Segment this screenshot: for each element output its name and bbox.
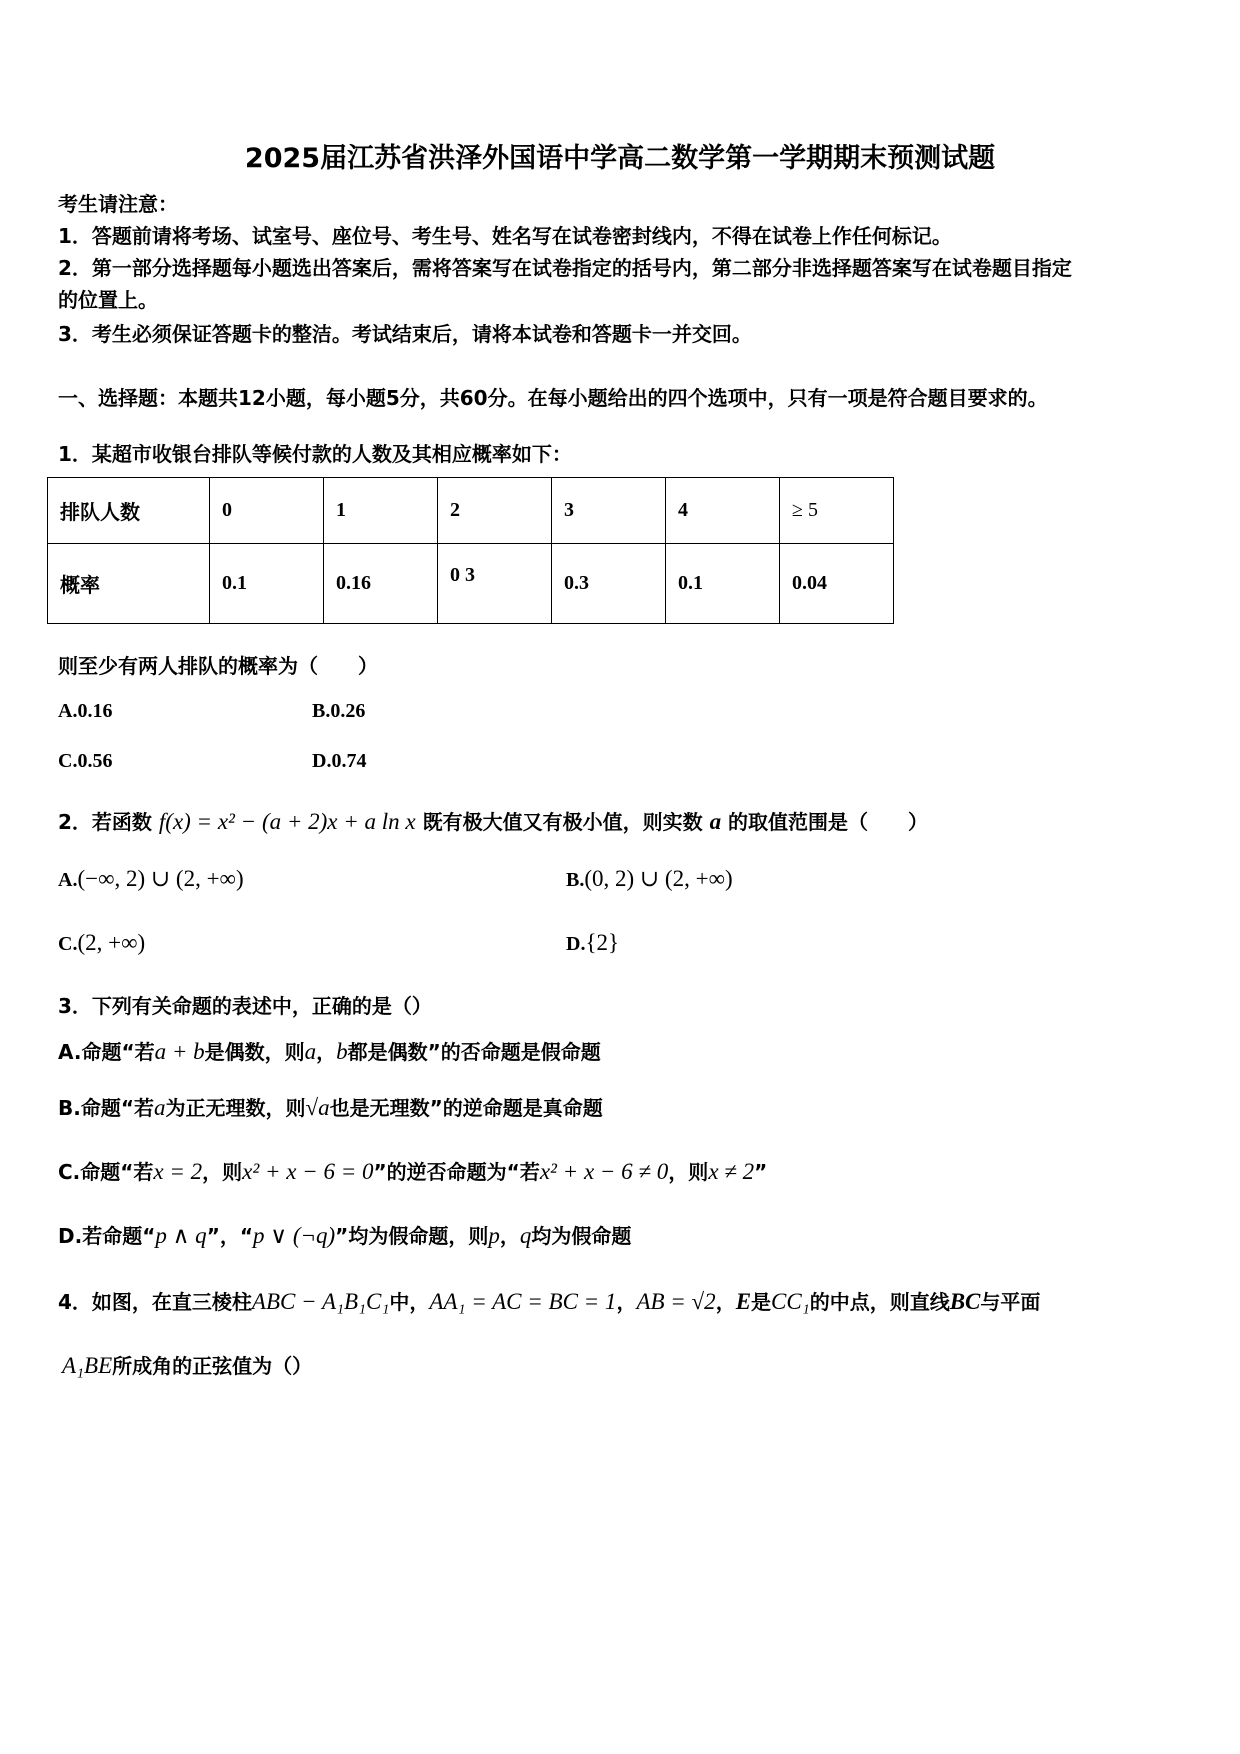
option-c: C.0.56 — [58, 750, 113, 772]
option-a — [58, 1036, 601, 1065]
math-expr: BC — [949, 1289, 981, 1314]
math-expr: x² + x − 6 ≠ 0 — [539, 1159, 669, 1184]
q2-formula: f(x) = x² − (a + 2)x + a ln x — [158, 809, 416, 834]
math-expr: p — [488, 1223, 500, 1248]
table-cell: 0.16 — [324, 544, 438, 624]
table-cell: 0 3 — [438, 544, 552, 624]
q2-mid: 既有极大值又有极小值，则实数 — [422, 810, 703, 834]
math-expr: x = 2 — [153, 1159, 203, 1184]
text-run: ， — [499, 1224, 520, 1248]
option-label: A. — [58, 869, 78, 891]
question-1-stem: 1．某超市收银台排队等候付款的人数及其相应概率如下： — [58, 442, 572, 466]
option-c — [58, 930, 145, 956]
text-run: ”，“ — [206, 1224, 253, 1248]
math-expr: x² + x − 6 = 0 — [242, 1159, 374, 1184]
option-value: (0, 2) ∪ (2, +∞) — [584, 866, 733, 891]
text-run: 是 — [751, 1290, 772, 1314]
text-run: ，则 — [668, 1160, 709, 1184]
option-b — [58, 1092, 603, 1121]
table-cell: 0.1 — [666, 544, 780, 624]
option-label: C. — [58, 933, 78, 955]
text-run: ”均为假命题，则 — [335, 1224, 489, 1248]
notice-item-1: 1．答题前请将考场、试室号、座位号、考生号、姓名写在试卷密封线内，不得在试卷上作任何标记。 — [58, 224, 952, 248]
option-value: (2, +∞) — [77, 930, 146, 955]
q2-var: a — [709, 809, 722, 834]
question-4-stem-cont — [62, 1350, 312, 1379]
math-expr: q — [519, 1223, 532, 1248]
text-run: 4．如图，在直三棱柱 — [58, 1290, 252, 1314]
math-expr: AB = √2 — [636, 1289, 716, 1314]
text-run: C.命题“若 — [58, 1160, 154, 1184]
table-cell: ≥ 5 — [780, 478, 894, 544]
table-cell: 0.3 — [552, 544, 666, 624]
q2-post: 的取值范围是（ ） — [728, 810, 929, 834]
option-value: (−∞, 2) ∪ (2, +∞) — [77, 866, 244, 891]
table-cell: 0.1 — [210, 544, 324, 624]
section-heading: 一、选择题：本题共12小题，每小题5分，共60分。在每小题给出的四个选项中，只有一项是符合题目要求的。 — [58, 386, 1048, 410]
text-run: ”的逆否命题为“若 — [373, 1160, 540, 1184]
math-expr: p ∨ (¬q) — [252, 1223, 336, 1248]
table-cell: 排队人数 — [48, 478, 210, 544]
table-row — [48, 478, 894, 544]
table-cell: 0 — [210, 478, 324, 544]
text-run: 中， — [389, 1290, 430, 1314]
option-c — [58, 1156, 767, 1185]
math-expr: ABC − A₁B₁C₁ — [251, 1289, 390, 1314]
probability-table — [47, 477, 894, 624]
text-run: ， — [715, 1290, 736, 1314]
option-label: B. — [566, 869, 585, 891]
option-value: {2} — [585, 930, 620, 955]
notice-heading: 考生请注意： — [58, 192, 178, 216]
question-3-stem: 3．下列有关命题的表述中，正确的是（） — [58, 994, 432, 1018]
notice-item-3: 3．考生必须保证答题卡的整洁。考试结束后，请将本试卷和答题卡一并交回。 — [58, 322, 752, 346]
text-run: 的中点，则直线 — [809, 1290, 950, 1314]
table-cell: 4 — [666, 478, 780, 544]
text-run: 也是无理数”的逆命题是真命题 — [329, 1096, 603, 1120]
question-2-stem — [58, 806, 928, 835]
notice-item-2-cont: 的位置上。 — [58, 288, 158, 312]
math-expr: a + b — [154, 1039, 205, 1064]
text-run: D.若命题“ — [58, 1224, 156, 1248]
table-cell: 2 — [438, 478, 552, 544]
math-expr: a — [304, 1039, 317, 1064]
math-expr: p ∧ q — [155, 1223, 207, 1248]
math-expr: CC₁ — [771, 1289, 810, 1314]
math-expr: E — [735, 1289, 752, 1314]
text-run: 都是偶数”的否命题是假命题 — [347, 1040, 601, 1064]
text-run: 与平面 — [980, 1290, 1041, 1314]
option-b: B.0.26 — [312, 700, 366, 722]
option-d — [566, 930, 619, 956]
math-expr: b — [336, 1039, 348, 1064]
text-run: A.命题“若 — [58, 1040, 155, 1064]
text-run: B.命题“若 — [58, 1096, 154, 1120]
math-expr: AA₁ = AC = BC = 1 — [429, 1289, 617, 1314]
math-expr: x ≠ 2 — [708, 1159, 755, 1184]
math-expr: A₁BE — [62, 1353, 113, 1378]
q2-pre: 2．若函数 — [58, 810, 152, 834]
table-cell: 概率 — [48, 544, 210, 624]
text-run: 所成角的正弦值为（） — [112, 1354, 313, 1378]
table-cell: 0.04 — [780, 544, 894, 624]
option-d: D.0.74 — [312, 750, 367, 772]
option-label: D. — [566, 933, 586, 955]
math-expr: √a — [305, 1095, 330, 1120]
table-row — [48, 544, 894, 624]
page-title: 2025届江苏省洪泽外国语中学高二数学第一学期期末预测试题 — [244, 143, 996, 174]
option-a: A.0.16 — [58, 700, 113, 722]
text-run: ” — [754, 1160, 768, 1184]
table-cell: 3 — [552, 478, 666, 544]
text-run: 均为假命题 — [531, 1224, 632, 1248]
text-run: ， — [616, 1290, 637, 1314]
text-run: ， — [316, 1040, 337, 1064]
notice-item-2: 2．第一部分选择题每小题选出答案后，需将答案写在试卷指定的括号内，第二部分非选择题答案写在试卷题目指定 — [58, 256, 1072, 280]
option-a — [58, 866, 244, 892]
question-1-text: 则至少有两人排队的概率为（ ） — [58, 654, 378, 678]
text-run: 为正无理数，则 — [165, 1096, 306, 1120]
text-run: ，则 — [202, 1160, 243, 1184]
question-4-stem — [58, 1286, 1040, 1315]
text-run: 是偶数，则 — [204, 1040, 305, 1064]
math-expr: a — [154, 1095, 166, 1120]
option-d — [58, 1220, 631, 1249]
table-cell: 1 — [324, 478, 438, 544]
option-b — [566, 866, 733, 892]
